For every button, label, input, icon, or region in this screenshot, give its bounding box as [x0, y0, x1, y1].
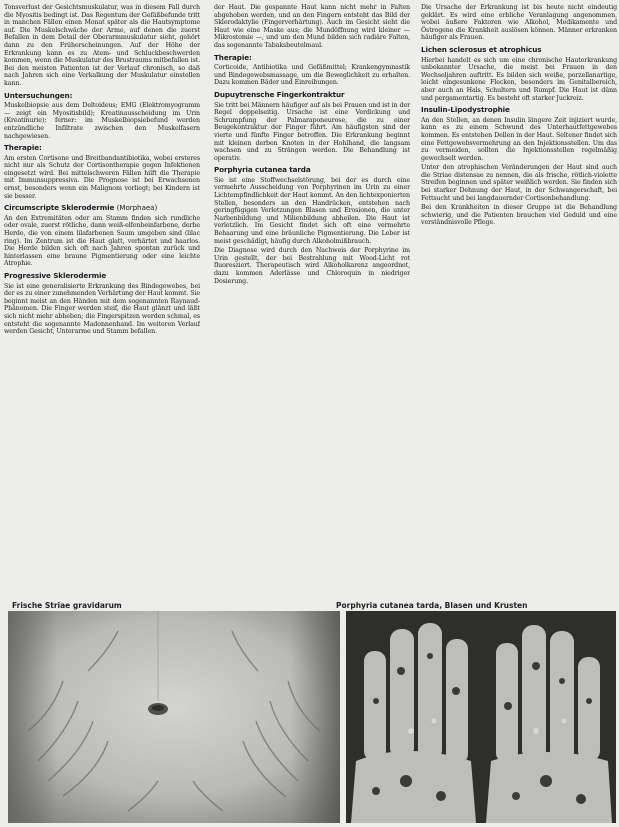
paragraph: Corticoide, Antibiotika und Gefäßmittel; Krankengymnastik und Bindegewebsmassage, um die Beweglichkeit zu erhalten. Dazu kommen Bäder und Einreibungen.	[214, 64, 410, 87]
paragraph: Sie ist eine Stoffwechselstörung, bei der es durch eine vermehrte Ausscheidung von Porphyrinen im Urin zu einer Lichtempfindlichkeit der Haut kommt. An den lichtexponierten Stellen, besonders an den Handrücken, entstehen nach geringfügigen Verletzungen Blasen und Erosionen, die unter Narbenbildung und Milienbildung abheilen. Die Haut ist verletzlich. Im Gesicht findet sich oft eine vermehrte Behaarung und eine bräunliche Pigmentierung. Die Leber ist meist geschädigt, häufig durch Alkoholmißbrauch.	[214, 176, 410, 245]
text-column-left	[4, 4, 200, 592]
text-column-right	[421, 4, 617, 592]
photo-abdomen-striae	[8, 611, 340, 823]
section-heading: Progressive Sklerodermie	[4, 271, 107, 280]
paragraph: Tonsverlust der Gesichtsmuskulatur, was in diesem Fall durch die Myositis bedingt ist. Das Regentum der Gefäßbefunde tritt in manchen Fällen einen Monat später als die Hautsymptome auf. Die Muskelschwäche der Arme, auf denen die zuerst Befallen in dem Detail der Oberarmmuskulatur sieht, gehört dann zu den Früherscheinungen. Auf der Höhe der Erkrankung kann es zu Atem- und Schluckbeschwerden kommen, wenn die Muskulatur des Brustraums mitbefallen ist. Bei den meisten Patienten ist der Verlauf chronisch, so daß nach Jahren sich eine Verkalkung der Muskulatur einstellen kann.	[4, 4, 200, 87]
section-heading: Lichen sclerosus et atrophicus	[421, 44, 542, 54]
section-heading: Insulin-Lipodystrophie	[421, 105, 510, 115]
photo-hands-porphyria	[346, 611, 616, 823]
paragraph: Sie tritt bei Männern häufiger auf als bei Frauen und ist in der Regel doppelseitig. Ursache ist eine Verdickung und Schrumpfung der Palmaraponeurose, die zu einer Beugekontraktur der Finger führt. Am häufigsten sind der vierte und fünfte Finger betroffen. Die Erkrankung beginnt mit kleinen derben Knoten in der Hohlhand, die langsam wachsen und zu Strängen werden. Die Behandlung ist operativ.	[214, 101, 410, 162]
heading-text: Circumscripte Sklerodermie	[4, 203, 115, 213]
photo-caption-right: Porphyria cutanea tarda, Blasen und Krusten	[336, 601, 528, 610]
paragraph: Bei den Krankheiten in dieser Gruppe ist die Behandlung schwierig, und die Patienten brauchen viel Geduld und eine verständnisvolle Pflege.	[421, 204, 617, 227]
paragraph: Am ersten Cortisone und Breitbandantibiotika, wobei ersteres nicht nur als Schutz der Cortisontherapie gegen Infektionen eingesetzt wird. Bei mittelschweren Fällen hilft die Therapie mit Immunsuppressiva. Die Prognose ist bei Erwachsenen ernst, besonders wenn ein Malignom vorliegt; bei Kindern ist sie besser.	[4, 154, 200, 200]
paragraph: Die Diagnose wird durch den Nachweis der Porphyrine im Urin gestellt, der bei Bestrahlung mit Wood-Licht rot fluoresziert. Therapeutisch wird Alkoholkarenz angeordnet, dazu kommen Aderlässe und Chloroquin in niedriger Dosierung.	[214, 247, 410, 285]
paragraph: Muskelbiopsie aus dem Deltoideus; EMG (Elektromyogramm — zeigt ein Myositisbild); Kreatinausscheidung im Urin (Kreatinurie); ferner: im Muskelbiopsiebefund werden entzündliche Infiltrate zwischen den Muskelfasern nachgewiesen.	[4, 102, 200, 140]
section-heading: Porphyria cutanea tarda	[214, 165, 311, 175]
paragraph: der Haut. Die gespannte Haut kann nicht mehr in Falten abgehoben werden, und an den Fingern entsteht das Bild der Sklerodaktylie (Fingerverhärtung). Auch im Gesicht sieht die Haut wie eine Maske aus; die Mundöffnung wird kleiner — Mikrostomie —, und um den Mund bilden sich radiäre Falten, das sogenannte Tabaksbeutelmaul.	[214, 4, 410, 49]
section-heading: Untersuchungen:	[4, 90, 73, 100]
paragraph: Unter den atrophischen Veränderungen der Haut sind auch die Striae distensae zu nennen, die als frische, rötlich-violette Streifen beginnen und später weißlich werden. Sie finden sich bei starker Dehnung der Haut, in der Schwangerschaft, bei Fettsucht und bei langdauernder Cortisonbehandlung.	[421, 164, 617, 202]
paragraph: An den Stellen, an denen Insulin längere Zeit injiziert wurde, kann es zu einem Schwund des Unterhautfettgewebes kommen. Es entstehen Dellen in der Haut. Seltener findet sich eine Fettgewebsvermehrung an den Injektionsstellen. Um das zu vermeiden, sollten die Injektionsstellen regelmäßig gewechselt werden.	[421, 116, 617, 162]
section-heading	[4, 204, 200, 213]
section-heading: Therapie:	[214, 52, 252, 62]
hands-photo-graphic	[346, 611, 616, 823]
photo-caption-left: Frische Striae gravidarum	[12, 601, 122, 610]
paragraph: Die Ursache der Erkrankung ist bis heute nicht eindeutig geklärt. Es wird eine erbliche Veranlagung angenommen, wobei äußere Faktoren wie Alkohol, Medikamente und Östrogene die Krankheit auslösen können. Männer erkranken häufiger als Frauen.	[421, 4, 617, 42]
abdomen-photo-graphic	[8, 611, 340, 823]
section-heading: Dupuytrensche Fingerkontraktur	[214, 89, 345, 99]
section-heading: Therapie:	[4, 143, 42, 153]
paragraph: An den Extremitäten oder am Stamm finden sich rundliche oder ovale, zuerst rötliche, dann weiß-elfenbeinfarbene, derbe Herde, die von einem lilafarbenen Saum umgeben sind (lilac ring). Im Zentrum ist die Haut glatt, verhärtet und haarlos. Die Herde bilden sich oft nach Jahren spontan zurück und hinterlassen eine braune Pigmentierung oder eine leichte Atrophie.	[4, 214, 200, 268]
text-column-middle	[214, 4, 410, 592]
paragraph: Hierbei handelt es sich um eine chronische Hauterkrankung unbekannter Ursache, die meist bei Frauen in den Wechseljahren auftritt. Es bilden sich weiße, porzellanartige, leicht eingesunkene Flecken, besonders im Genitalbereich, aber auch an Hals, Schultern und Rumpf. Die Haut ist dünn und pergamentartig. Es besteht oft starker Juckreiz.	[421, 56, 617, 102]
paragraph: Sie ist eine generalisierte Erkrankung des Bindegewebes, bei der es zu einer zunehmenden Verhärtung der Haut kommt. Sie beginnt meist an den Händen mit dem sogenannten Raynaud-Phänomen. Die Finger werden steif, die Haut glänzt und läßt sich nicht mehr abheben; die Fingerspitzen werden schmal, es entsteht die sogenannte Madonnenhand. Im weiteren Verlauf werden Gesicht, Unterarme und Stamm befallen.	[4, 282, 200, 336]
heading-subtext: (Morphaea)	[116, 203, 158, 213]
